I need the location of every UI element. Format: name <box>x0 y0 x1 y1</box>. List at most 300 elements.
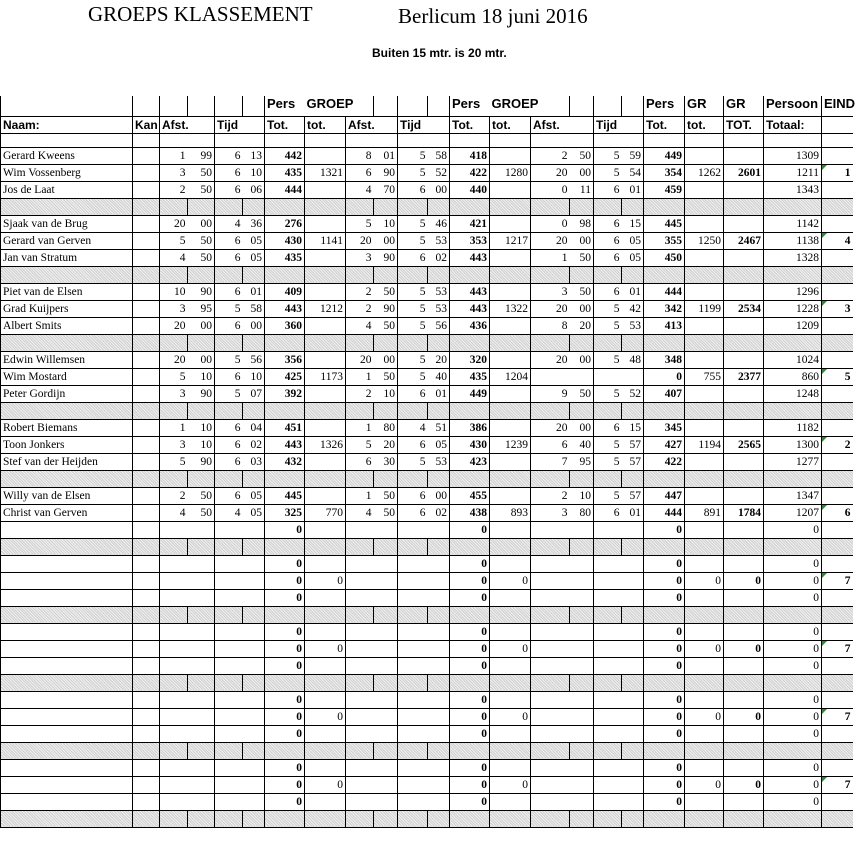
score-cell: 56 <box>243 351 265 368</box>
score-cell: 1277 <box>764 453 822 470</box>
separator-cell <box>428 198 450 215</box>
score-cell <box>188 776 215 793</box>
score-cell: 5 <box>398 317 428 334</box>
separator-cell <box>398 198 428 215</box>
separator-cell <box>374 334 398 351</box>
final-rank: 7 <box>822 572 853 589</box>
score-cell <box>398 657 428 674</box>
participant-name: Wim Vossenberg <box>1 164 133 181</box>
separator-cell <box>428 538 450 555</box>
score-cell: 05 <box>428 436 450 453</box>
group-separator <box>1 402 853 419</box>
separator-cell <box>724 266 764 283</box>
separator-cell <box>685 402 724 419</box>
participant-name: Jan van Stratum <box>1 249 133 266</box>
score-cell <box>215 572 243 589</box>
score-cell <box>570 368 594 385</box>
separator-cell <box>428 606 450 623</box>
separator-cell <box>346 266 374 283</box>
score-cell: 440 <box>450 181 490 198</box>
score-cell <box>305 385 346 402</box>
separator-cell <box>570 402 594 419</box>
score-cell <box>594 640 622 657</box>
score-cell: 354 <box>644 164 685 181</box>
score-cell <box>133 317 160 334</box>
score-cell: 1194 <box>685 436 724 453</box>
separator-cell <box>685 810 724 827</box>
separator-cell <box>160 266 188 283</box>
score-cell <box>685 623 724 640</box>
final-rank: 7 <box>822 708 853 725</box>
score-cell <box>490 759 531 776</box>
score-cell: 80 <box>570 504 594 521</box>
score-cell <box>622 725 644 742</box>
empty-cell <box>531 133 570 147</box>
score-cell <box>160 725 188 742</box>
score-cell <box>490 691 531 708</box>
separator-cell <box>622 334 644 351</box>
score-cell <box>490 725 531 742</box>
score-cell: 0 <box>265 708 305 725</box>
score-cell: 53 <box>428 453 450 470</box>
score-cell <box>685 215 724 232</box>
separator-cell <box>160 470 188 487</box>
final-rank: 4 <box>822 232 853 249</box>
score-cell: 0 <box>764 623 822 640</box>
score-cell <box>594 708 622 725</box>
separator-cell <box>305 198 346 215</box>
score-cell <box>531 589 570 606</box>
separator-cell <box>822 606 853 623</box>
score-cell <box>188 793 215 810</box>
separator-cell <box>305 674 346 691</box>
score-cell: 57 <box>622 487 644 504</box>
score-cell: 02 <box>428 249 450 266</box>
score-cell <box>188 708 215 725</box>
group-separator <box>1 742 853 759</box>
separator-cell <box>490 810 531 827</box>
score-cell: 5 <box>398 283 428 300</box>
table-row <box>1 419 853 436</box>
score-cell: 0 <box>450 708 490 725</box>
score-cell <box>346 589 374 606</box>
score-cell: 10 <box>374 385 398 402</box>
score-cell: 0 <box>265 521 305 538</box>
score-cell: 1 <box>346 419 374 436</box>
score-cell <box>160 572 188 589</box>
empty-cell <box>374 133 398 147</box>
score-cell: 03 <box>243 453 265 470</box>
empty-cell <box>764 133 822 147</box>
score-cell: 5 <box>594 351 622 368</box>
final-rank <box>822 351 853 368</box>
score-cell: 50 <box>374 504 398 521</box>
separator-cell <box>265 606 305 623</box>
score-cell: 11 <box>570 181 594 198</box>
score-cell <box>724 589 764 606</box>
score-cell <box>570 708 594 725</box>
score-cell <box>133 215 160 232</box>
score-cell <box>531 759 570 776</box>
score-cell: 00 <box>428 487 450 504</box>
score-cell <box>622 691 644 708</box>
participant-name: Toon Jonkers <box>1 436 133 453</box>
score-cell: 360 <box>265 317 305 334</box>
final-rank <box>822 181 853 198</box>
score-cell: 1207 <box>764 504 822 521</box>
separator-cell <box>374 538 398 555</box>
score-cell <box>160 589 188 606</box>
score-cell: 56 <box>428 317 450 334</box>
group-separator <box>1 198 853 215</box>
score-cell <box>346 521 374 538</box>
separator-cell <box>346 742 374 759</box>
score-cell: 413 <box>644 317 685 334</box>
score-cell: 01 <box>374 147 398 164</box>
score-cell <box>622 572 644 589</box>
score-cell: 00 <box>374 351 398 368</box>
score-cell: 53 <box>428 300 450 317</box>
column-header <box>243 96 265 116</box>
group-separator <box>1 810 853 827</box>
score-cell: 05 <box>243 504 265 521</box>
column-header <box>428 96 450 116</box>
event-date: Berlicum 18 juni 2016 <box>398 4 588 28</box>
score-cell: 449 <box>450 385 490 402</box>
table-row <box>1 521 853 538</box>
score-cell: 5 <box>215 300 243 317</box>
separator-cell <box>450 402 490 419</box>
spacer-row <box>1 133 853 147</box>
score-cell: 10 <box>160 283 188 300</box>
score-cell: 1326 <box>305 436 346 453</box>
column-header: Pers <box>265 96 305 116</box>
separator-cell <box>188 742 215 759</box>
separator-cell <box>305 742 346 759</box>
separator-cell <box>622 266 644 283</box>
score-cell: 5 <box>215 351 243 368</box>
separator-cell <box>428 810 450 827</box>
separator-cell <box>450 674 490 691</box>
score-cell <box>188 623 215 640</box>
score-cell: 00 <box>428 181 450 198</box>
score-cell: 0 <box>724 640 764 657</box>
score-cell: 0 <box>450 640 490 657</box>
separator-cell <box>531 198 570 215</box>
separator-cell <box>346 606 374 623</box>
score-cell: 00 <box>188 351 215 368</box>
separator-cell <box>215 334 243 351</box>
score-cell: 0 <box>490 708 531 725</box>
separator-cell <box>724 538 764 555</box>
score-cell: 444 <box>265 181 305 198</box>
score-cell: 10 <box>188 419 215 436</box>
score-cell <box>570 521 594 538</box>
score-cell <box>685 589 724 606</box>
score-cell: 4 <box>346 181 374 198</box>
score-cell <box>622 793 644 810</box>
table-row <box>1 555 853 572</box>
column-header: Afst. <box>160 116 188 133</box>
score-cell: 59 <box>622 147 644 164</box>
score-cell <box>685 657 724 674</box>
group-separator <box>1 674 853 691</box>
score-cell: 4 <box>215 215 243 232</box>
separator-cell <box>570 198 594 215</box>
score-cell: 0 <box>490 572 531 589</box>
score-cell: 0 <box>644 691 685 708</box>
score-cell <box>490 657 531 674</box>
separator-cell <box>133 742 160 759</box>
score-cell <box>531 640 570 657</box>
score-cell: 443 <box>265 300 305 317</box>
score-cell <box>243 623 265 640</box>
table-row <box>1 708 853 725</box>
participant-name <box>1 555 133 572</box>
score-cell <box>685 555 724 572</box>
final-rank: 3 <box>822 300 853 317</box>
score-cell <box>428 555 450 572</box>
header-row-bottom <box>1 116 853 133</box>
score-cell: 436 <box>450 317 490 334</box>
score-cell <box>570 776 594 793</box>
score-cell: 1328 <box>764 249 822 266</box>
score-cell <box>622 589 644 606</box>
score-cell: 1209 <box>764 317 822 334</box>
score-cell <box>724 147 764 164</box>
score-cell: 90 <box>188 453 215 470</box>
separator-cell <box>531 810 570 827</box>
score-cell <box>346 572 374 589</box>
score-cell: 445 <box>644 215 685 232</box>
separator-cell <box>622 470 644 487</box>
final-rank <box>822 419 853 436</box>
table-row <box>1 504 853 521</box>
score-cell: 10 <box>188 436 215 453</box>
score-cell: 755 <box>685 368 724 385</box>
score-cell: 0 <box>644 759 685 776</box>
score-cell <box>133 419 160 436</box>
score-cell: 0 <box>450 555 490 572</box>
score-cell: 8 <box>346 147 374 164</box>
separator-cell <box>1 606 133 623</box>
score-cell: 0 <box>644 521 685 538</box>
empty-cell <box>450 133 490 147</box>
separator-cell <box>594 470 622 487</box>
score-cell: 3 <box>160 164 188 181</box>
separator-cell <box>724 674 764 691</box>
table-row <box>1 776 853 793</box>
score-cell: 435 <box>450 368 490 385</box>
score-cell <box>374 759 398 776</box>
score-cell: 409 <box>265 283 305 300</box>
score-cell: 01 <box>622 181 644 198</box>
ranking-table <box>0 96 853 828</box>
score-cell: 10 <box>243 368 265 385</box>
score-cell: 1138 <box>764 232 822 249</box>
score-cell: 6 <box>594 232 622 249</box>
separator-cell <box>450 606 490 623</box>
score-cell <box>133 232 160 249</box>
participant-name <box>1 640 133 657</box>
score-cell <box>685 249 724 266</box>
score-cell: 5 <box>398 215 428 232</box>
table-row <box>1 232 853 249</box>
score-cell <box>490 589 531 606</box>
score-cell: 04 <box>243 419 265 436</box>
score-cell: 01 <box>622 504 644 521</box>
separator-cell <box>822 810 853 827</box>
column-header <box>374 116 398 133</box>
separator-cell <box>346 810 374 827</box>
score-cell: 70 <box>374 181 398 198</box>
separator-cell <box>594 810 622 827</box>
empty-cell <box>428 133 450 147</box>
score-cell: 80 <box>374 419 398 436</box>
score-cell: 1343 <box>764 181 822 198</box>
score-cell: 1217 <box>490 232 531 249</box>
score-cell <box>594 368 622 385</box>
score-cell: 4 <box>398 419 428 436</box>
score-cell: 6 <box>398 181 428 198</box>
score-cell: 1347 <box>764 487 822 504</box>
separator-cell <box>622 198 644 215</box>
score-cell <box>215 623 243 640</box>
separator-cell <box>764 402 822 419</box>
score-cell: 5 <box>594 317 622 334</box>
separator-cell <box>764 334 822 351</box>
score-cell: 1322 <box>490 300 531 317</box>
score-cell <box>398 521 428 538</box>
score-cell: 6 <box>594 215 622 232</box>
separator-cell <box>450 334 490 351</box>
score-cell: 6 <box>594 419 622 436</box>
score-cell <box>346 708 374 725</box>
table-row <box>1 759 853 776</box>
score-cell: 2 <box>346 385 374 402</box>
participant-name: Gerard Kweens <box>1 147 133 164</box>
score-cell: 5 <box>346 436 374 453</box>
score-cell: 1300 <box>764 436 822 453</box>
column-header: Kan <box>133 116 160 133</box>
score-cell <box>374 776 398 793</box>
score-cell: 0 <box>265 555 305 572</box>
separator-cell <box>265 334 305 351</box>
score-cell: 443 <box>450 249 490 266</box>
score-cell: 0 <box>490 776 531 793</box>
score-cell: 450 <box>644 249 685 266</box>
empty-cell <box>215 133 243 147</box>
score-cell: 90 <box>374 300 398 317</box>
separator-cell <box>374 674 398 691</box>
score-cell <box>305 793 346 810</box>
score-cell: 893 <box>490 504 531 521</box>
score-cell: 00 <box>570 300 594 317</box>
final-rank: 1 <box>822 164 853 181</box>
score-cell: 52 <box>622 385 644 402</box>
separator-cell <box>133 470 160 487</box>
score-cell: 1 <box>160 147 188 164</box>
participant-name: Robert Biemans <box>1 419 133 436</box>
separator-cell <box>724 810 764 827</box>
separator-cell <box>490 606 531 623</box>
score-cell: 4 <box>160 504 188 521</box>
separator-cell <box>685 266 724 283</box>
separator-cell <box>133 334 160 351</box>
score-cell: 9 <box>531 385 570 402</box>
score-cell <box>490 419 531 436</box>
separator-cell <box>374 402 398 419</box>
score-cell: 422 <box>450 164 490 181</box>
score-cell: 3 <box>531 283 570 300</box>
score-cell: 3 <box>160 436 188 453</box>
score-cell: 0 <box>490 640 531 657</box>
score-cell: 435 <box>265 164 305 181</box>
score-cell <box>215 691 243 708</box>
score-cell: 98 <box>570 215 594 232</box>
score-cell: 438 <box>450 504 490 521</box>
score-cell: 50 <box>570 283 594 300</box>
score-cell: 445 <box>265 487 305 504</box>
score-cell: 20 <box>428 351 450 368</box>
score-cell: 427 <box>644 436 685 453</box>
score-cell: 50 <box>188 487 215 504</box>
separator-cell <box>490 470 531 487</box>
score-cell <box>685 725 724 742</box>
separator-cell <box>764 266 822 283</box>
score-cell: 20 <box>570 317 594 334</box>
separator-cell <box>305 606 346 623</box>
score-cell: 06 <box>243 181 265 198</box>
column-header: GR <box>724 96 764 116</box>
separator-cell <box>531 334 570 351</box>
participant-name: Grad Kuijpers <box>1 300 133 317</box>
table-row <box>1 691 853 708</box>
score-cell: 860 <box>764 368 822 385</box>
separator-cell <box>215 266 243 283</box>
separator-cell <box>685 470 724 487</box>
separator-cell <box>305 810 346 827</box>
score-cell: 1173 <box>305 368 346 385</box>
score-cell <box>160 555 188 572</box>
separator-cell <box>822 538 853 555</box>
score-cell: 6 <box>215 283 243 300</box>
final-rank <box>822 725 853 742</box>
separator-cell <box>215 674 243 691</box>
score-cell: 20 <box>531 232 570 249</box>
score-cell: 449 <box>644 147 685 164</box>
column-header <box>160 96 188 116</box>
final-rank <box>822 623 853 640</box>
score-cell <box>428 725 450 742</box>
separator-cell <box>594 198 622 215</box>
score-cell <box>160 521 188 538</box>
participant-name: Sjaak van de Brug <box>1 215 133 232</box>
separator-cell <box>428 742 450 759</box>
separator-cell <box>374 470 398 487</box>
score-cell: 0 <box>305 572 346 589</box>
final-rank <box>822 521 853 538</box>
score-cell: 1248 <box>764 385 822 402</box>
participant-name <box>1 589 133 606</box>
score-cell: 50 <box>188 164 215 181</box>
separator-cell <box>346 334 374 351</box>
score-cell <box>215 589 243 606</box>
score-cell <box>622 521 644 538</box>
score-cell: 0 <box>644 657 685 674</box>
separator-cell <box>188 470 215 487</box>
score-cell: 13 <box>243 147 265 164</box>
